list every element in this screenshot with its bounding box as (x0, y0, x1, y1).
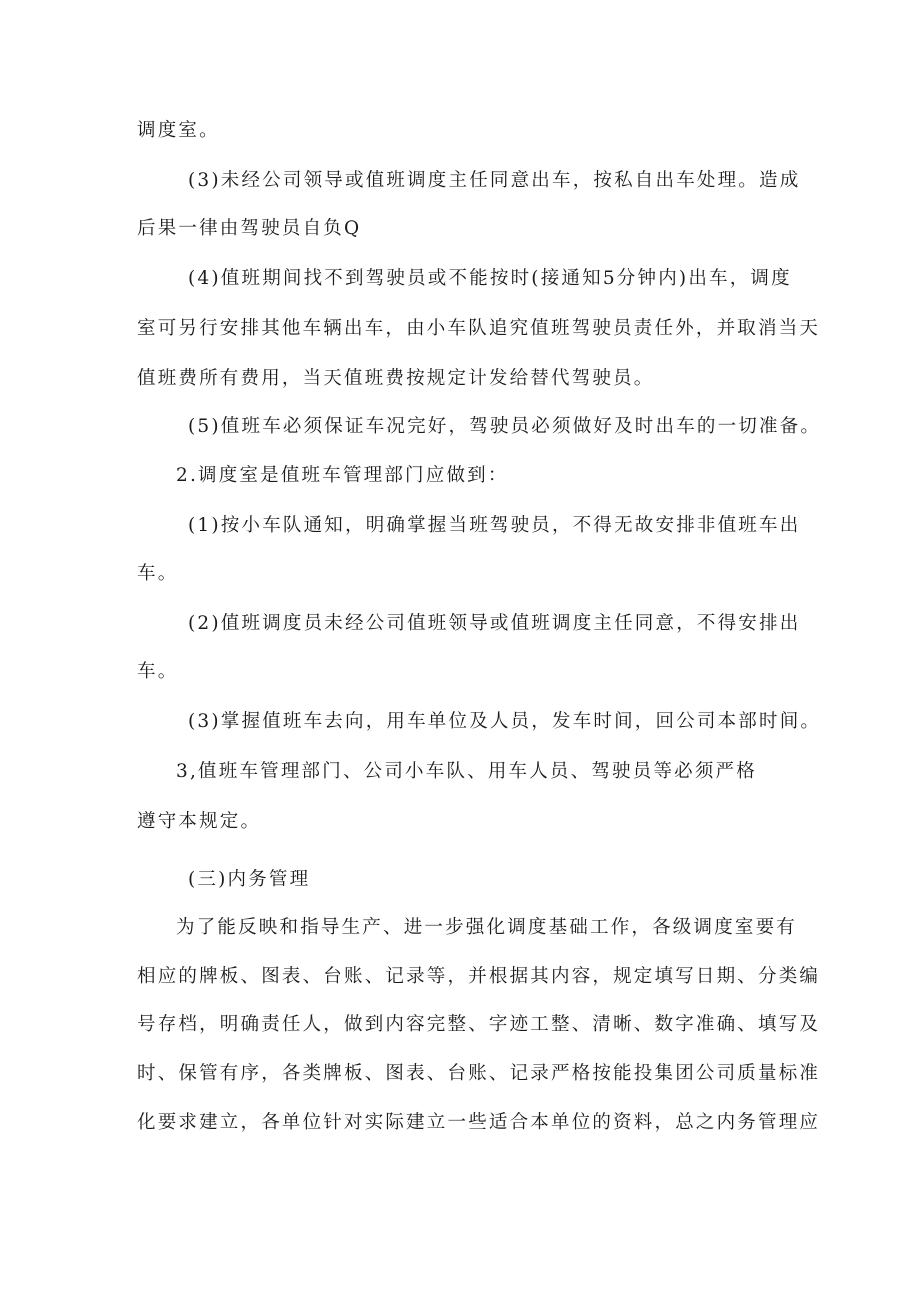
text-line: 化要求建立，各单位针对实际建立一些适合本单位的资料，总之内务管理应 (137, 1112, 821, 1133)
text-line: (4)值班期间找不到驾驶员或不能按时(接通知5分钟内)出车，调度 (188, 268, 792, 289)
text-line: 时、保管有序，各类牌板、图表、台账、记录严格按能投集团公司质量标准 (137, 1063, 821, 1084)
text-line: 后果一律由驾驶员自负Q (137, 218, 362, 239)
text-line: 相应的牌板、图表、台账、记录等，并根据其内容，规定填写日期、分类编 (137, 966, 821, 987)
text-line: 值班费所有费用，当天值班费按规定计发给替代驾驶员。 (137, 368, 655, 389)
text-line: 遵守本规定。 (137, 811, 262, 832)
text-line: 车。 (137, 563, 179, 584)
text-line: (3)掌握值班车去向，用车单位及人员，发车时间，回公司本部时间。 (188, 711, 822, 732)
section-heading: 3,值班车管理部门、公司小车队、用车人员、驾驶员等必须严格 (176, 761, 757, 782)
section-heading: 2.调度室是值班车管理部门应做到： (176, 465, 509, 486)
text-line: 号存档，明确责任人，做到内容完整、字迹工整、清晰、数字准确、填写及 (137, 1014, 821, 1035)
text-line: (5)值班车必须保证车况完好，驾驶员必须做好及时出车的一切准备。 (188, 416, 822, 437)
text-line: 调度室。 (137, 120, 220, 141)
section-heading: (三)内务管理 (188, 869, 311, 890)
text-line: 为了能反映和指导生产、进一步强化调度基础工作，各级调度室要有 (176, 917, 798, 938)
text-line: 车。 (137, 661, 179, 682)
text-line: (2)值班调度员未经公司值班领导或值班调度主任同意，不得安排出 (188, 613, 801, 634)
text-line: (1)按小车队通知，明确掌握当班驾驶员，不得无故安排非值班车出 (188, 515, 801, 536)
text-line: 室可另行安排其他车辆出车，由小车队追究值班驾驶员责任外，并取消当天 (137, 318, 821, 339)
text-line: (3)未经公司领导或值班调度主任同意出车，按私自出车处理。造成 (188, 170, 801, 191)
